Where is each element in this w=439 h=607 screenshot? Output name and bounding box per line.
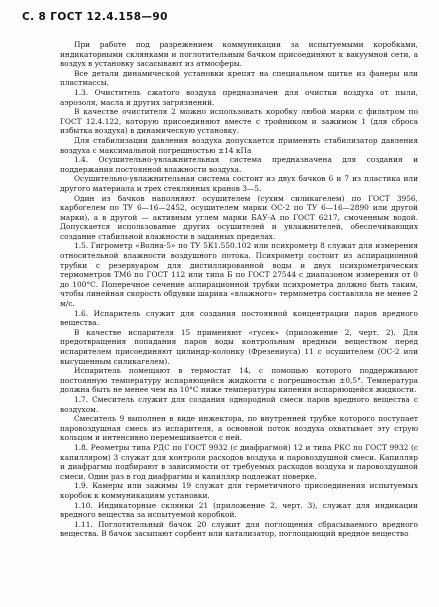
paragraph: В качестве очистителя 2 можно использовать коробку любой марки с фильтром по ГОСТ 12.4.122, которую присоединяют вместе с тройником и зажимом 1 (для сброса избытка воздуха) в динамическую установку. [60,107,418,136]
paragraph: 1.5. Гигрометр «Волна-5» по ТУ 5К1.550.102 или психрометр 8 служат для измерения относительной влажности воздушного потока. Психрометр состоит из аспирационной трубки с резервуаром для дистиллированной воды и двух психрометрических термометров ТМ6 по ГОСТ 112 или типа Б по ГОСТ 27544 с диапазоном измерения от 0 до 100°С. Поперечное сечение аспирационной трубки психрометра должно быть таким, чтобы линейная скорость обдувки шарика «влажного» термометра составляла не менее 2 м/с. [60,241,418,309]
paragraph: Осушительно-увлажнительная система состоит из двух бачков 6 и 7 из пластика или другого материала и трех стеклянных кранов 3—5. [60,174,418,193]
page-header: С. 8 ГОСТ 12.4.158—90 [22,11,168,23]
paragraph: Один из бачков наполняют осушителем (сухим силикагелем) по ГОСТ 3956, карбогелем по ТУ 6—16—2452, осушителем марки ОС-2 по ТУ 6—16—2890 или другой марки), а в другой — активным углем марки БАУ-А по ГОСТ 6217, смоченным водой. Допускается использование других осушителей и увлажнителей, обеспечивающих создание стабильной влажности в заданных пределах. [60,193,418,241]
paragraph: Все детали динамической установки крепят на специальном щитке из фанеры или пластмассы. [60,68,418,88]
paragraph: 1.3. Очиститель сжатого воздуха предназначен для очистки воздуха от пыли, аэрозоля, масла и других загрязнений. [60,87,418,107]
paragraph: 1.7. Смеситель служит для создания однородной смеси паров вредного вещества с воздухом. [60,394,418,414]
paragraph: Испаритель помещают в термостат 14, с помощью которого поддерживают постоянную температуру испаряющейся жидкости с погрешностью ±0,5°. Температура должна быть не менее чем на 10°С ниже температуры кипения испаряющейся жидкости. [60,366,418,395]
paragraph: Для стабилизации давления воздуха допускается применять стабилизатор давления воздуха с максимальной погрешностью ±14 кПа [60,135,418,155]
paragraph: 1.10. Индикаторные склянки 21 (приложение 2, черт. 3), служат для индикации вредного вещества за испытуемой коробкой. [60,500,418,520]
paragraph: В качестве испарителя 15 применяют «гусек» (приложение 2, черт. 2). Для предотвращения попадания паров воды контрольным вредным веществом перед испарителем присоединяют цилиндр-колонку (Фрезениуса) 11 с осушителем (ОС-2 или высушенным силикагелем). [60,327,418,366]
paragraph: 1.6. Испаритель служит для создания постоянной концентрации паров вредного вещества. [60,308,418,328]
paragraph: 1.9. Камеры или зажимы 19 служат для герметичного присоединения испытуемых коробок к коммуникациям установки. [60,481,418,500]
paragraph: При работе под разрежением коммуникации за испытуемыми коробками, индикаторными склянками и поглотительным бачком присоединяют к вакуумной сети, а воздух в установку засасывают из атмосферы. [60,40,418,69]
paragraph: 1.11. Поглотительный бачок 20 служит для поглощения сбрасываемого вредного вещества. В бачок засыпают сорбент или катализатор, поглощающий вредное вещество [60,519,418,539]
paragraph: 1.8. Реометры типа РДС по ГОСТ 9932 (с диафрагмой) 12 и типа РКС по ГОСТ 9932 (с капилляром) 3 служат для контроля расходов воздуха и паровоздушной смеси. Капилляр и диафрагмы подбирают в зависимости от требуемых расходов воздуха и паровоздушной смеси. Один раз в год диафрагмы и капилляр подлежат поверке. [60,442,418,481]
paragraph: 1.4. Осушительно-увлажнительная система предназначена для создания и поддержания постоянной влажности воздуха. [60,155,418,174]
paragraph: Смеситель 9 выполнен в виде инжектора, по внутренней трубке которого поступает паровоздушная смесь из испарителя, а основной поток воздуха охватывает эту струю кольцом и интенсивно перемешивается с ней. [60,414,418,443]
document-body [60,40,418,539]
